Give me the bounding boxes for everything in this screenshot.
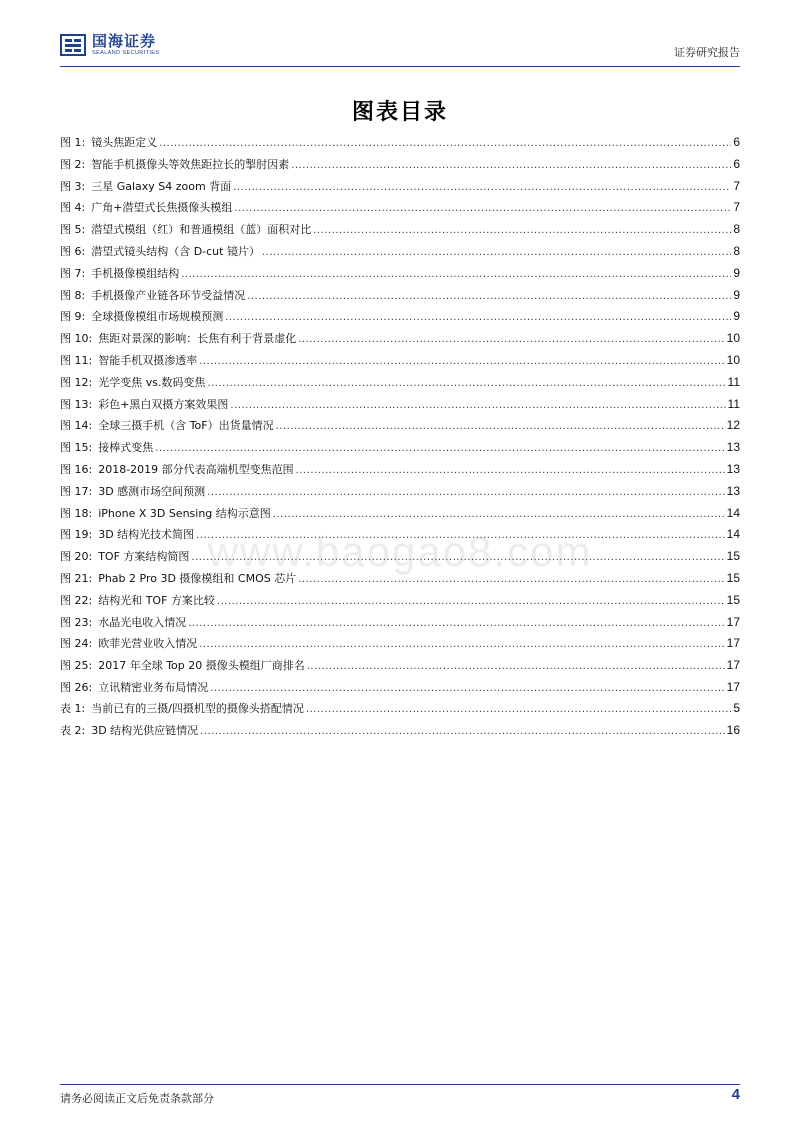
- toc-entry-label: [60, 483, 205, 499]
- toc-dot-leader: [155, 443, 724, 454]
- toc-entry-title: 3D 感测市场空间预测: [98, 484, 206, 498]
- toc-entry[interactable]: [60, 700, 740, 722]
- toc-dot-leader: [230, 400, 725, 411]
- brand-logo: [60, 32, 159, 58]
- toc-entry-label: [60, 700, 304, 716]
- toc-entry-page: 10: [726, 352, 740, 367]
- toc-entry-title: 结构光和 TOF 方案比较: [98, 593, 215, 607]
- toc-entry[interactable]: [60, 592, 740, 614]
- toc-entry-page: 7: [733, 200, 740, 215]
- footer-divider: [60, 1084, 740, 1085]
- toc-entry-number: 图 1:: [60, 136, 86, 149]
- toc-entry-number: 图 26:: [60, 680, 93, 694]
- toc-entry-number: 图 19:: [60, 528, 93, 542]
- toc-entry-title: 立讯精密业务布局情况: [98, 680, 209, 694]
- toc-entry-label: [60, 657, 305, 673]
- toc-entry-title: 2017 年全球 Top 20 摄像头模组厂商排名: [98, 659, 305, 673]
- toc-dot-leader: [210, 683, 724, 694]
- toc-entry-number: 图 3:: [60, 179, 86, 193]
- toc-entry-page: 8: [733, 222, 740, 237]
- toc-entry[interactable]: [60, 505, 740, 527]
- toc-entry-title: 潜望式镜头结构（含 D-cut 镜片）: [91, 244, 260, 258]
- toc-dot-leader: [200, 726, 724, 737]
- toc-dot-leader: [273, 509, 725, 520]
- toc-entry-label: [60, 417, 274, 433]
- toc-entry[interactable]: [60, 330, 740, 352]
- toc-entry-label: [60, 679, 208, 695]
- toc-entry-label: [60, 722, 198, 738]
- toc-dot-leader: [276, 421, 725, 432]
- toc-dot-leader: [199, 356, 724, 367]
- toc-entry-label: [60, 526, 194, 542]
- toc-entry-number: 图 25:: [60, 659, 93, 673]
- toc-entry[interactable]: [60, 308, 740, 330]
- toc-entry-number: 图 13:: [60, 397, 93, 411]
- toc-entry-label: [60, 221, 311, 237]
- toc-dot-leader: [247, 291, 731, 302]
- toc-entry-title: 3D 结构光技术简图: [98, 528, 195, 542]
- toc-entry-number: 图 2:: [60, 157, 86, 171]
- toc-entry-label: [60, 548, 189, 564]
- toc-dot-leader: [188, 618, 724, 629]
- toc-entry[interactable]: [60, 461, 740, 483]
- toc-dot-leader: [298, 334, 724, 345]
- toc-entry-number: 表 2:: [60, 723, 86, 737]
- toc-entry-title: 智能手机摄像头等效焦距拉长的掣肘因素: [91, 157, 290, 171]
- toc-entry-label: [60, 199, 232, 215]
- toc-entry-page: 17: [726, 658, 740, 673]
- toc-entry-number: 表 1:: [60, 702, 86, 715]
- toc-entry-page: 11: [727, 396, 740, 411]
- toc-entry[interactable]: [60, 526, 740, 548]
- toc-entry-title: TOF 方案结构简图: [98, 550, 190, 564]
- toc-dot-leader: [313, 225, 731, 236]
- toc-entry-label: [60, 287, 245, 303]
- toc-dot-leader: [199, 639, 724, 650]
- toc-dot-leader: [191, 552, 724, 563]
- toc-entry-page: 6: [733, 156, 740, 171]
- toc-entry-label: [60, 505, 271, 521]
- toc-entry[interactable]: [60, 483, 740, 505]
- toc-entry-page: 17: [726, 614, 740, 629]
- toc-entry-number: 图 9:: [60, 310, 86, 324]
- toc-entry-number: 图 6:: [60, 244, 86, 258]
- table-list: [60, 700, 740, 744]
- toc-entry-title: 手机摄像模组结构: [91, 266, 180, 280]
- toc-entry-page: 13: [726, 440, 740, 455]
- toc-entry-title: 接棒式变焦: [98, 441, 154, 455]
- toc-entry-number: 图 23:: [60, 615, 93, 629]
- toc-dot-leader: [181, 269, 731, 280]
- toc-entry-page: 15: [726, 549, 740, 564]
- brand-name-en: SEALAND SECURITIES: [92, 49, 160, 56]
- toc-entry-label: [60, 635, 197, 651]
- toc-entry-label: [60, 243, 260, 259]
- toc-entry-page: 10: [726, 331, 740, 346]
- toc-entry-page: 9: [733, 265, 740, 280]
- toc-entry-number: 图 15:: [60, 441, 93, 455]
- toc-entry-number: 图 16:: [60, 462, 93, 476]
- toc-entry[interactable]: [60, 417, 740, 439]
- toc-entry-number: 图 24:: [60, 637, 93, 651]
- toc-entry-title: Phab 2 Pro 3D 摄像模组和 CMOS 芯片: [98, 571, 297, 585]
- toc-entry-page: 14: [726, 505, 740, 520]
- toc-entry-number: 图 12:: [60, 375, 93, 389]
- toc-entry-title: 手机摄像产业链各环节受益情况: [91, 288, 246, 302]
- toc-entry-page: 6: [733, 135, 740, 149]
- toc-entry-number: 图 7:: [60, 266, 86, 280]
- toc-entry-title: iPhone X 3D Sensing 结构示意图: [98, 506, 271, 520]
- toc-entry-title: 智能手机双摄渗透率: [98, 353, 198, 367]
- toc-entry-title: 潜望式模组（红）和普通模组（蓝）面积对比: [91, 223, 312, 237]
- toc-entry-page: 8: [733, 243, 740, 258]
- toc-entry-title: 焦距对景深的影响：长焦有利于背景虚化: [98, 332, 297, 346]
- toc-entry[interactable]: [60, 679, 740, 701]
- toc-entry-label: [60, 570, 296, 586]
- toc-entry[interactable]: [60, 614, 740, 636]
- toc-entry-number: 图 8:: [60, 288, 86, 302]
- toc-entry-number: 图 4:: [60, 201, 86, 215]
- page-title: 图表目录: [351, 99, 448, 125]
- toc-entry-page: 7: [733, 178, 740, 193]
- toc-dot-leader: [225, 312, 731, 323]
- toc-entry-number: 图 17:: [60, 484, 93, 498]
- toc-entry-title: 广角+潜望式长焦摄像头模组: [91, 201, 233, 215]
- toc-entry-label: [60, 614, 186, 630]
- toc-entry-page: 13: [726, 483, 740, 498]
- toc-entry[interactable]: [60, 352, 740, 374]
- toc-dot-leader: [159, 138, 731, 149]
- toc-dot-leader: [262, 247, 731, 258]
- toc-entry-label: [60, 439, 153, 455]
- toc-entry-title: 3D 结构光供应链情况: [91, 723, 199, 737]
- toc-dot-leader: [233, 182, 731, 193]
- toc-entry-label: [60, 352, 197, 368]
- toc-entry[interactable]: [60, 243, 740, 265]
- toc-entry-label: [60, 308, 223, 324]
- toc-entry-number: 图 11:: [60, 353, 93, 367]
- toc-entry-title: 2018-2019 部分代表高端机型变焦范围: [98, 462, 294, 476]
- toc-entry[interactable]: [60, 265, 740, 287]
- toc-entry-page: 12: [726, 418, 740, 433]
- toc-dot-leader: [207, 378, 725, 389]
- toc-entry-title: 全球摄像模组市场规模预测: [91, 310, 224, 324]
- report-type-label: 证券研究报告: [674, 46, 740, 59]
- toc-dot-leader: [207, 487, 724, 498]
- toc-entry-label: [60, 330, 296, 346]
- toc-entry-title: 欧菲光营业收入情况: [98, 637, 198, 651]
- toc-entry[interactable]: [60, 287, 740, 309]
- toc-entry-label: [60, 265, 179, 281]
- page-header: [60, 30, 740, 66]
- toc-entry-page: 9: [733, 309, 740, 324]
- disclaimer-note: 请务必阅读正文后免责条款部分: [60, 1092, 214, 1105]
- toc-dot-leader: [234, 203, 731, 214]
- toc-dot-leader: [291, 160, 731, 171]
- header-divider: [60, 66, 740, 67]
- toc-entry-label: [60, 396, 228, 412]
- toc-entry-label: [60, 134, 157, 150]
- toc-dot-leader: [196, 530, 724, 541]
- toc-entry-page: 16: [726, 722, 740, 737]
- toc-dot-leader: [306, 704, 731, 715]
- toc-entry-title: 镜头焦距定义: [91, 136, 158, 149]
- toc-entry-label: [60, 156, 289, 172]
- toc-entry[interactable]: [60, 221, 740, 243]
- toc-entry-label: [60, 461, 294, 477]
- toc-entry-page: 14: [726, 527, 740, 542]
- toc-entry-title: 光学变焦 vs.数码变焦: [98, 375, 206, 389]
- toc-entry-title: 当前已有的三摄/四摄机型的摄像头搭配情况: [91, 702, 304, 715]
- toc-dot-leader: [296, 465, 725, 476]
- figure-list: [60, 134, 740, 701]
- toc-entry-number: 图 20:: [60, 550, 93, 564]
- toc-entry-number: 图 18:: [60, 506, 93, 520]
- toc-entry-number: 图 5:: [60, 223, 86, 237]
- toc-entry[interactable]: [60, 374, 740, 396]
- toc-entry-title: 彩色+黑白双摄方案效果图: [98, 397, 229, 411]
- toc-entry-page: 17: [726, 679, 740, 694]
- toc-entry-title: 全球三摄手机（含 ToF）出货量情况: [98, 419, 274, 433]
- toc-entry-label: [60, 178, 231, 194]
- toc-entry-page: 11: [727, 374, 740, 389]
- toc-entry-page: 15: [726, 592, 740, 607]
- toc-entry[interactable]: [60, 548, 740, 570]
- toc-entry-page: 5: [733, 701, 740, 715]
- toc-entry[interactable]: [60, 657, 740, 679]
- toc-entry-label: [60, 592, 215, 608]
- toc-dot-leader: [307, 661, 725, 672]
- toc-entry[interactable]: [60, 439, 740, 461]
- toc-entry-label: [60, 374, 205, 390]
- toc-entry-number: 图 14:: [60, 419, 93, 433]
- toc-dot-leader: [298, 574, 724, 585]
- watermark: www.baogao8.com: [207, 528, 593, 575]
- page-number: 4: [731, 1086, 740, 1103]
- toc-entry-page: 17: [726, 636, 740, 651]
- toc-entry[interactable]: [60, 199, 740, 221]
- toc-entry-number: 图 10:: [60, 332, 93, 346]
- brand-name-cn: 国海证券: [92, 31, 157, 50]
- toc-entry[interactable]: [60, 635, 740, 657]
- toc-entry-number: 图 22:: [60, 593, 93, 607]
- toc-entry[interactable]: [60, 156, 740, 178]
- sealand-logo-icon: [60, 32, 86, 58]
- toc-entry-title: 水晶光电收入情况: [98, 615, 187, 629]
- toc-entry[interactable]: [60, 396, 740, 418]
- toc-entry[interactable]: [60, 722, 740, 744]
- toc-dot-leader: [217, 596, 725, 607]
- toc-entry[interactable]: [60, 570, 740, 592]
- toc-entry-title: 三星 Galaxy S4 zoom 背面: [91, 179, 232, 193]
- toc-entry[interactable]: [60, 134, 740, 156]
- toc-entry[interactable]: [60, 178, 740, 200]
- toc-entry-page: 13: [726, 461, 740, 476]
- toc-entry-page: 15: [726, 570, 740, 585]
- toc-entry-number: 图 21:: [60, 571, 93, 585]
- toc-entry-page: 9: [733, 287, 740, 302]
